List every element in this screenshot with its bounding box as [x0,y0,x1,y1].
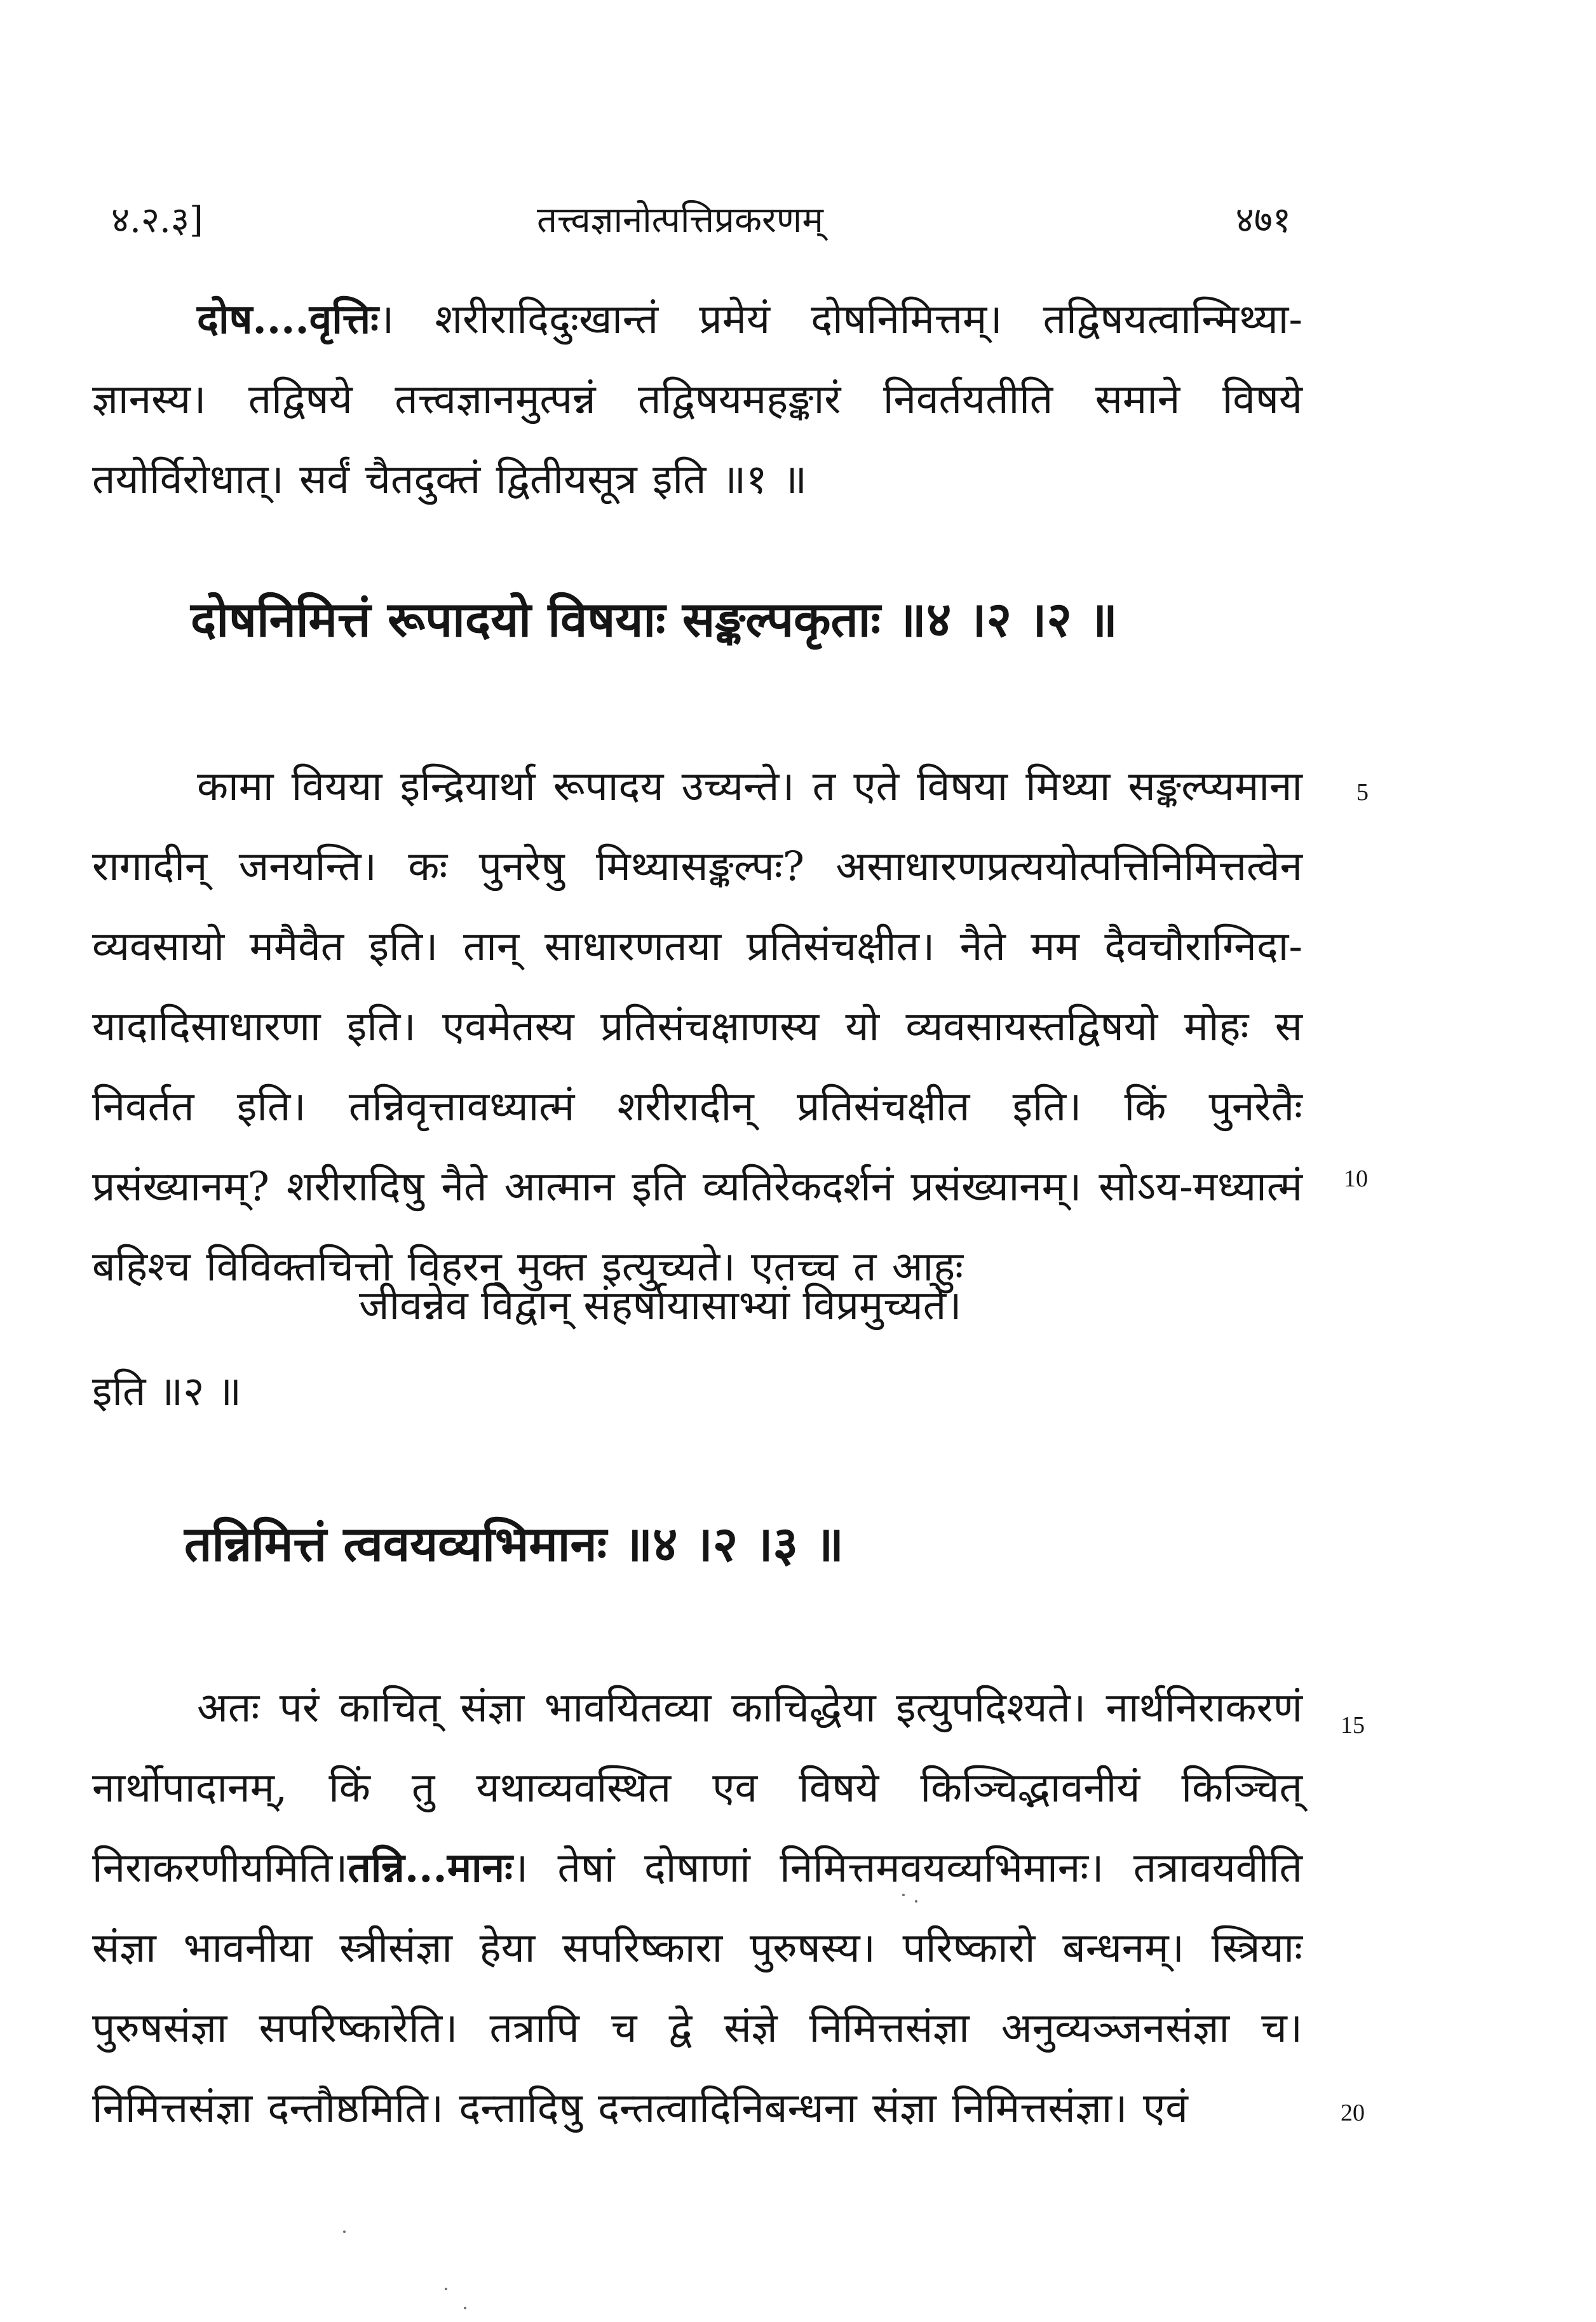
paragraph-body: । शरीरादिदुःखान्तं प्रमेयं दोषनिमित्तम्। तद्विषयत्वान्मिथ्या-ज्ञानस्य। तद्विषये तत्त्वज्ञानमुत्पन्नं तद्विषयमहङ्कारं निवर्तयतीति समाने विषये तयोर्विरोधात्। सर्वं चैतदुक्तं द्वितीयसूत्र इति ॥१ ॥ [92,296,1302,503]
line-number: 10 [1344,1165,1368,1192]
scan-speck [343,2230,346,2233]
paragraph-text [92,280,1302,520]
line-number: 20 [1341,2100,1365,2126]
paragraph-body-a: अतः परं काचित् संज्ञा भावयितव्या काचिद्धेया इत्युपदिश्यते। नार्थनिराकरणं नार्थोपादानम्, किं तु यथाव्यवस्थित एव विषये किञ्चिद्भावनीयं किञ्चित् निराकरणीयमिति। [92,1685,1302,1892]
header-chapter-title: तत्त्वज्ञानोत्पत्तिप्रकरणम् [537,200,823,241]
scan-speck [902,1894,905,1896]
paragraph-end: इति ॥२ ॥ [92,1368,242,1415]
paragraph-text [92,1668,1302,2149]
scan-speck [445,2288,447,2290]
header-page-number: ४७१ [1235,200,1291,241]
paragraph-text: कामा वियया इन्द्रियार्था रूपादय उच्यन्ते। त एते विषया मिथ्या सङ्कल्प्यमाना रागादीन् जनयन्ति। कः पुनरेषु मिथ्यासङ्कल्पः? असाधारणप्रत्ययोत्पत्तिनिमित्तत्वेन व्यवसायो ममैवैत इति। तान् साधारणतया प्रतिसंचक्षीत। नैते मम दैवचौराग्निदा-यादादिसाधारणा इति। एवमेतस्य प्रतिसंचक्षाणस्य यो व्यवसायस्तद्विषयो मोहः स निवर्तत इति। तन्निवृत्तावध्यात्मं शरीरादीन् प्रतिसंचक्षीत इति। किं पुनरेतैः प्रसंख्यानम्? शरीरादिषु नैते आत्मान इति व्यतिरेकदर्शनं प्रसंख्यानम्। सोऽय-मध्यात्मं बहिश्च विविक्तचित्तो विहरन् मुक्त इत्युच्यते। एतच्च त आहुः [92,763,1302,1291]
bold-lemma: दोष....वृत्तिः [197,295,379,343]
sutra-heading-2: दोषनिमित्तं रूपादयो विषयाः सङ्कल्पकृताः ॥४ ।२ ।२ ॥ [191,591,1118,648]
bold-lemma: तन्नि...मानः [348,1844,513,1892]
header-section-number: ४.२.३] [111,200,203,241]
commentary-paragraph-3 [92,1668,1302,2149]
commentary-paragraph-2 [92,747,1302,1307]
scan-speck [464,2307,466,2309]
scan-speck [915,1900,917,1903]
sutra-heading-3: तन्निमित्तं त्ववयव्यभिमानः ॥४ ।२ ।३ ॥ [184,1516,844,1572]
line-number: 5 [1356,779,1369,806]
line-number: 15 [1341,1712,1365,1739]
paragraph-body-b: । तेषां दोषाणां निमित्तमवयव्यभिमानः। तत्रावयवीति संज्ञा भावनीया स्त्रीसंज्ञा हेया सपरिष्कारा पुरुषस्य। परिष्कारो बन्धनम्। स्त्रियाः पुरुषसंज्ञा सपरिष्कारेति। तत्रापि च द्वे संज्ञे निमित्तसंज्ञा अनुव्यञ्जनसंज्ञा च। निमित्तसंज्ञा दन्तौष्ठमिति। दन्तादिषु दन्तत्वादिनिबन्धना संज्ञा निमित्तसंज्ञा। एवं [92,1845,1302,2132]
verse-quotation: जीवन्नेव विद्वान् संहर्षायासाभ्यां विप्रमुच्यते। [359,1282,962,1329]
commentary-paragraph-1 [92,280,1302,520]
